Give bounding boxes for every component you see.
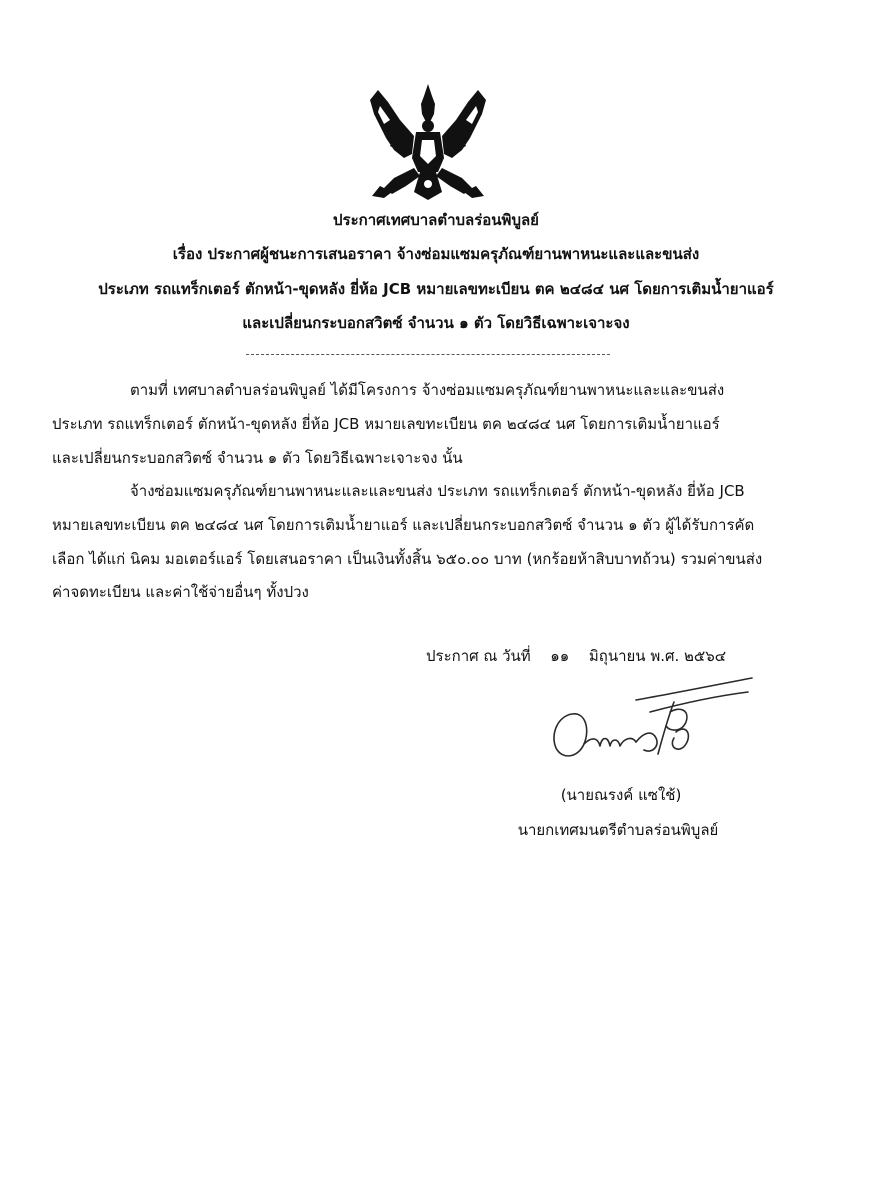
garuda-emblem-icon (364, 80, 492, 204)
date-prefix: ประกาศ ณ วันที่ (426, 647, 531, 665)
announcement-date (426, 646, 726, 666)
subject-line-2: ประเภท รถแทร็กเตอร์ ตักหน้า-ขุดหลัง ยี่ห้อ JCB หมายเลขทะเบียน ตค ๒๔๘๔ นศ โดยการเติมน้ำยาแอร์ (98, 280, 774, 298)
date-day: ๑๑ (550, 647, 570, 665)
subject-line: เรื่อง ประกาศผู้ชนะการเสนอราคา จ้างซ่อมแซมครุภัณฑ์ยานพาหนะและและขนส่ง (172, 245, 700, 263)
body-paragraph-2-line-1: จ้างซ่อมแซมครุภัณฑ์ยานพาหนะและและขนส่ง ประเภท รถแทร็กเตอร์ ตักหน้า-ขุดหลัง ยี่ห้อ JCB (130, 482, 745, 500)
body-paragraph-1-line-2: ประเภท รถแทร็กเตอร์ ตักหน้า-ขุดหลัง ยี่ห้อ JCB หมายเลขทะเบียน ตค ๒๔๘๔ นศ โดยการเติมน้ำยาแอร์ (52, 415, 720, 433)
body-paragraph-2-line-2: หมายเลขทะเบียน ตค ๒๔๘๔ นศ โดยการเติมน้ำยาแอร์ และเปลี่ยนกระบอกสวิตซ์ จำนวน ๑ ตัว ผู้ได้รับการคัด (52, 516, 755, 534)
body-paragraph-2-line-4: ค่าจดทะเบียน และค่าใช้จ่ายอื่นๆ ทั้งปวง (52, 583, 309, 601)
signer-title: นายกเทศมนตรีตำบลร่อนพิบูลย์ (517, 821, 719, 839)
divider-line (246, 354, 610, 355)
body-paragraph-2-line-3: เลือก ได้แก่ นิคม มอเตอร์แอร์ โดยเสนอราคา เป็นเงินทั้งสิ้น ๖๕๐.๐๐ บาท (หกร้อยห้าสิบบาทถ้วน) รวมค่าขนส่ง (52, 550, 763, 568)
signer-name: (นายณรงค์ แซใช้) (560, 786, 682, 804)
subject-line-3: และเปลี่ยนกระบอกสวิตซ์ จำนวน ๑ ตัว โดยวิธีเฉพาะเจาะจง (242, 314, 630, 332)
body-paragraph-1-line-3: และเปลี่ยนกระบอกสวิตซ์ จำนวน ๑ ตัว โดยวิธีเฉพาะเจาะจง นั้น (52, 449, 463, 467)
handwritten-signature (540, 672, 760, 772)
date-month-year: มิถุนายน พ.ศ. ๒๕๖๔ (588, 647, 727, 665)
announcement-title: ประกาศเทศบาลตำบลร่อนพิบูลย์ (333, 211, 539, 229)
body-paragraph-1-line-1: ตามที่ เทศบาลตำบลร่อนพิบูลย์ ได้มีโครงการ จ้างซ่อมแซมครุภัณฑ์ยานพาหนะและและขนส่ง (130, 381, 725, 399)
